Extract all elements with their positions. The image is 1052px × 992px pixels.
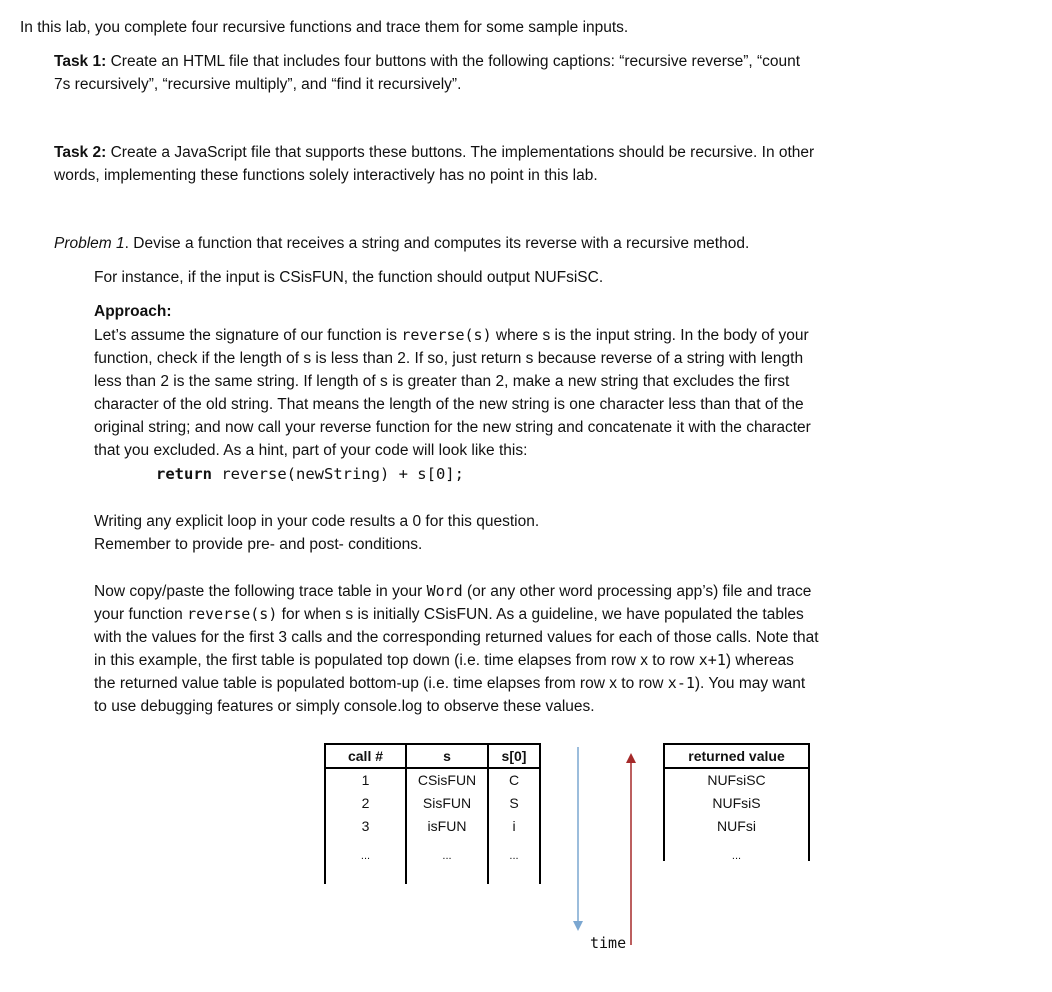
trace-l4b: ) whereas — [725, 652, 794, 669]
trace-l2b: for when s is initially CSisFUN. As a guideline, we have populated the tables — [277, 606, 804, 623]
approach-line6: that you excluded. As a hint, part of your code will look like this: — [94, 442, 528, 459]
trace-line1 — [94, 580, 811, 603]
note-conditions: Remember to provide pre- and post- conditions. — [94, 536, 423, 553]
calls-header-s: s — [443, 748, 451, 764]
returned-row4: ... — [731, 850, 742, 862]
approach-line2: function, check if the length of s is less than 2. If so, just return s because reverse of a string with length — [94, 350, 804, 367]
calls-row1-call: 1 — [361, 772, 370, 788]
calls-row2-s: SisFUN — [422, 795, 472, 811]
problem1-text: . Devise a function that receives a string and computes its reverse with a recursive method. — [124, 235, 750, 252]
problem1-label: Problem 1 — [54, 235, 125, 252]
returned-row3: NUFsi — [717, 818, 756, 834]
calls-row4-s: ... — [442, 850, 452, 862]
returned-row2: NUFsiS — [712, 795, 761, 811]
problem1-line — [54, 232, 749, 255]
task2-line2: words, implementing these functions solely interactively has no point in this lab. — [54, 167, 598, 184]
code-keyword: return — [156, 465, 212, 483]
calls-header-s0: s[0] — [501, 748, 527, 764]
calls-table-border-right — [539, 743, 541, 884]
calls-header-call: call # — [347, 748, 384, 764]
time-arrows — [560, 745, 640, 960]
task2-text: Create a JavaScript file that supports these buttons. The implementations should be recursive. In other — [106, 144, 815, 161]
trace-line6: to use debugging features or simply console.log to observe these values. — [94, 698, 595, 715]
returned-row1: NUFsiSC — [707, 772, 766, 788]
code-rest: reverse(newString) + s[0]; — [212, 465, 464, 483]
x-plus-1-inline: x+1 — [698, 651, 726, 669]
approach-line5: original string; and now call your reverse function for the new string and concatenate it with the character — [94, 419, 811, 436]
trace-l1a: Now copy/paste the following trace table in your — [94, 583, 427, 600]
calls-row3-s: isFUN — [427, 818, 467, 834]
note-loop: Writing any explicit loop in your code results a 0 for this question. — [94, 513, 540, 530]
code-hint — [156, 463, 464, 486]
trace-line4 — [94, 649, 794, 672]
calls-row3-s0: i — [512, 818, 516, 834]
returned-header: returned value — [688, 748, 785, 764]
up-arrow-head — [626, 753, 636, 763]
problem1-example: For instance, if the input is CSisFUN, the function should output NUFsiSC. — [94, 269, 604, 286]
task2-label: Task 2: — [54, 144, 107, 161]
approach-line1 — [94, 324, 809, 347]
approach-line3: less than 2 is the same string. If length of s is greater than 2, make a new string that excludes the first — [94, 373, 790, 390]
approach-l1a: Let’s assume the signature of our function is — [94, 327, 402, 344]
reverse-code-inline-2: reverse(s) — [187, 605, 278, 623]
task2-line1 — [54, 141, 814, 164]
calls-row3-call: 3 — [361, 818, 370, 834]
calls-row1-s0: C — [508, 772, 520, 788]
trace-line5 — [94, 672, 805, 695]
reverse-code-inline: reverse(s) — [401, 326, 492, 344]
approach-line4: character of the old string. That means the length of the new string is one character less than that of the — [94, 396, 804, 413]
trace-l5a: the returned value table is populated bottom-up (i.e. time elapses from row x to row — [94, 675, 668, 692]
trace-l5b: ). You may want — [694, 675, 806, 692]
task1-text: Create an HTML file that includes four buttons with the following captions: “recursive reverse”, “count — [106, 53, 801, 70]
task1-line1 — [54, 50, 800, 73]
calls-row1-s: CSisFUN — [417, 772, 477, 788]
trace-l1b: (or any other word processing app’s) file and trace — [462, 583, 812, 600]
down-arrow-head — [573, 921, 583, 931]
calls-row4-s0: ... — [509, 850, 519, 862]
trace-l2a: your function — [94, 606, 188, 623]
calls-row4-call: ... — [360, 850, 371, 862]
time-label: time — [590, 934, 627, 952]
trace-line2 — [94, 603, 804, 626]
intro-text: In this lab, you complete four recursive functions and trace them for some sample inputs. — [20, 19, 629, 36]
word-inline: Word — [426, 582, 463, 600]
task1-line2: 7s recursively”, “recursive multiply”, and “find it recursively”. — [54, 76, 462, 93]
trace-l4a: in this example, the first table is populated top down (i.e. time elapses from row x to row — [94, 652, 699, 669]
trace-line3: with the values for the first 3 calls and the corresponding returned values for each of those calls. Note that — [94, 629, 819, 646]
x-minus-1-inline: x-1 — [667, 674, 695, 692]
task1-label: Task 1: — [54, 53, 107, 70]
calls-row2-s0: S — [509, 795, 519, 811]
returned-table-border-right — [808, 743, 810, 861]
calls-row2-call: 2 — [361, 795, 370, 811]
approach-l1b: where s is the input string. In the body of your — [491, 327, 809, 344]
approach-heading: Approach: — [94, 303, 172, 320]
